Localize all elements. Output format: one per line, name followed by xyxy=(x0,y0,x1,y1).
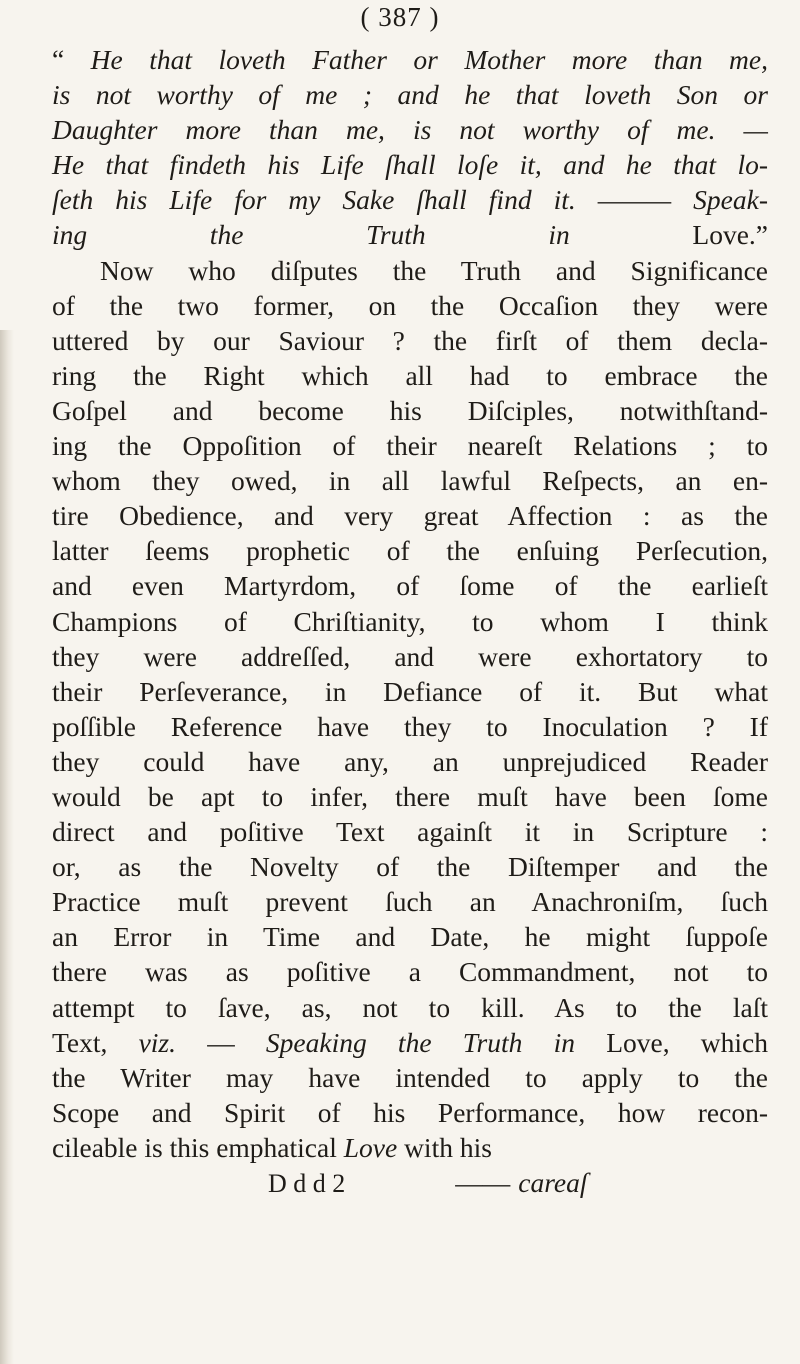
text-run: Goſpel and become his Diſciples, notwithſtand- xyxy=(52,394,768,426)
text-line xyxy=(52,814,768,849)
text-run: uttered by our Saviour ? the firſt of them decla- xyxy=(52,324,768,356)
text-run: ring the Right which all had to embrace the xyxy=(52,359,768,391)
text-run: viz. xyxy=(138,1026,176,1058)
text-run: Now who diſputes the Truth and Significance xyxy=(100,254,768,286)
text-run: Love xyxy=(343,1131,398,1163)
text-run: of the two former, on the Occaſion they were xyxy=(52,289,768,321)
text-run: tire Obedience, and very great Affection : as the xyxy=(52,500,768,532)
text-line xyxy=(52,217,768,252)
text-line xyxy=(52,568,768,603)
text-line xyxy=(52,393,768,428)
text-run: is not worthy of me ; and he that loveth Son or xyxy=(52,79,768,111)
text-run: they were addreſſed, and were exhortatory to xyxy=(52,640,768,672)
text-run: whom they owed, in all lawful Reſpects, an en- xyxy=(52,465,768,497)
text-run: ſeth his Life for my Sake ſhall find it. ——— Speak- xyxy=(52,184,768,216)
text-line xyxy=(52,639,768,674)
text-line xyxy=(52,533,768,568)
text-line xyxy=(52,919,768,954)
text-line xyxy=(52,288,768,323)
text-run: Text, xyxy=(52,1026,139,1058)
text-run: latter ſeems prophetic of the enſuing Perſecution, xyxy=(52,535,768,567)
text-run: Scope and Spirit of his Performance, how recon- xyxy=(52,1096,768,1128)
text-run: Love.” xyxy=(692,219,768,251)
text-run: — xyxy=(176,1026,266,1058)
text-line xyxy=(52,674,768,709)
signature-mark: D d d 2 xyxy=(268,1169,346,1198)
text-run: He that findeth his Life ſhall loſe it, and he that lo- xyxy=(52,149,768,181)
text-run: He that loveth Father or Mother more than me, xyxy=(90,44,768,75)
text-run: Practice muſt prevent ſuch an Anachroniſm, ſuch xyxy=(52,886,768,918)
text-line xyxy=(52,884,768,919)
text-run: Love, which xyxy=(606,1026,768,1058)
text-line xyxy=(52,182,768,217)
text-line xyxy=(52,990,768,1025)
text-line xyxy=(52,779,768,814)
text-line xyxy=(52,1060,768,1095)
text-run: with his xyxy=(397,1131,492,1163)
text-line xyxy=(52,604,768,639)
text-line xyxy=(52,112,768,147)
text-line xyxy=(52,744,768,779)
text-run: cileable is this emphatical xyxy=(52,1131,344,1163)
text-run: Daughter more than me, is not worthy of me. — xyxy=(52,114,768,146)
text-run: they could have any, an unprejudiced Reader xyxy=(52,745,768,777)
text-line xyxy=(52,954,768,989)
text-line xyxy=(52,1025,768,1060)
page-gutter-shadow xyxy=(0,330,14,1364)
footer-line xyxy=(52,1165,768,1201)
text-run: their Perſeverance, in Defiance of it. But what xyxy=(52,675,768,707)
text-line xyxy=(52,1130,768,1165)
text-run: Champions of Chriſtianity, to whom I think xyxy=(52,605,768,637)
text-line xyxy=(52,1095,768,1130)
text-line xyxy=(52,498,768,533)
text-line xyxy=(52,709,768,744)
text-run: the Writer may have intended to apply to the xyxy=(52,1061,768,1093)
text-line xyxy=(52,147,768,182)
text-line xyxy=(52,42,768,77)
catchword: careaſ xyxy=(518,1167,588,1198)
text-run: there was as poſitive a Commandment, not to xyxy=(52,956,768,988)
body-text xyxy=(52,42,768,1201)
text-line xyxy=(52,323,768,358)
text-run: would be apt to infer, there muſt have been ſome xyxy=(52,780,768,812)
text-run: and even Martyrdom, of ſome of the earlieſt xyxy=(52,570,768,602)
text-line xyxy=(52,253,768,288)
text-run: ing the Truth in xyxy=(52,219,693,251)
text-line xyxy=(52,428,768,463)
text-run: attempt to ſave, as, not to kill. As to the laſt xyxy=(52,991,768,1023)
page-number: ( 387 ) xyxy=(360,2,440,32)
catchword-dash: —— xyxy=(455,1167,511,1198)
text-line xyxy=(52,358,768,393)
text-run: “ xyxy=(52,44,91,75)
text-line xyxy=(52,849,768,884)
text-run: or, as the Novelty of the Diſtemper and the xyxy=(52,851,768,883)
text-run: poſſible Reference have they to Inoculation ? If xyxy=(52,710,768,742)
text-line xyxy=(52,77,768,112)
text-run: an Error in Time and Date, he might ſuppoſe xyxy=(52,921,768,953)
text-run: direct and poſitive Text againſt it in Scripture : xyxy=(52,816,768,848)
text-run: ing the Oppoſition of their neareſt Relations ; to xyxy=(52,430,768,462)
text-line xyxy=(52,463,768,498)
text-run: Speaking the Truth in xyxy=(265,1026,607,1058)
